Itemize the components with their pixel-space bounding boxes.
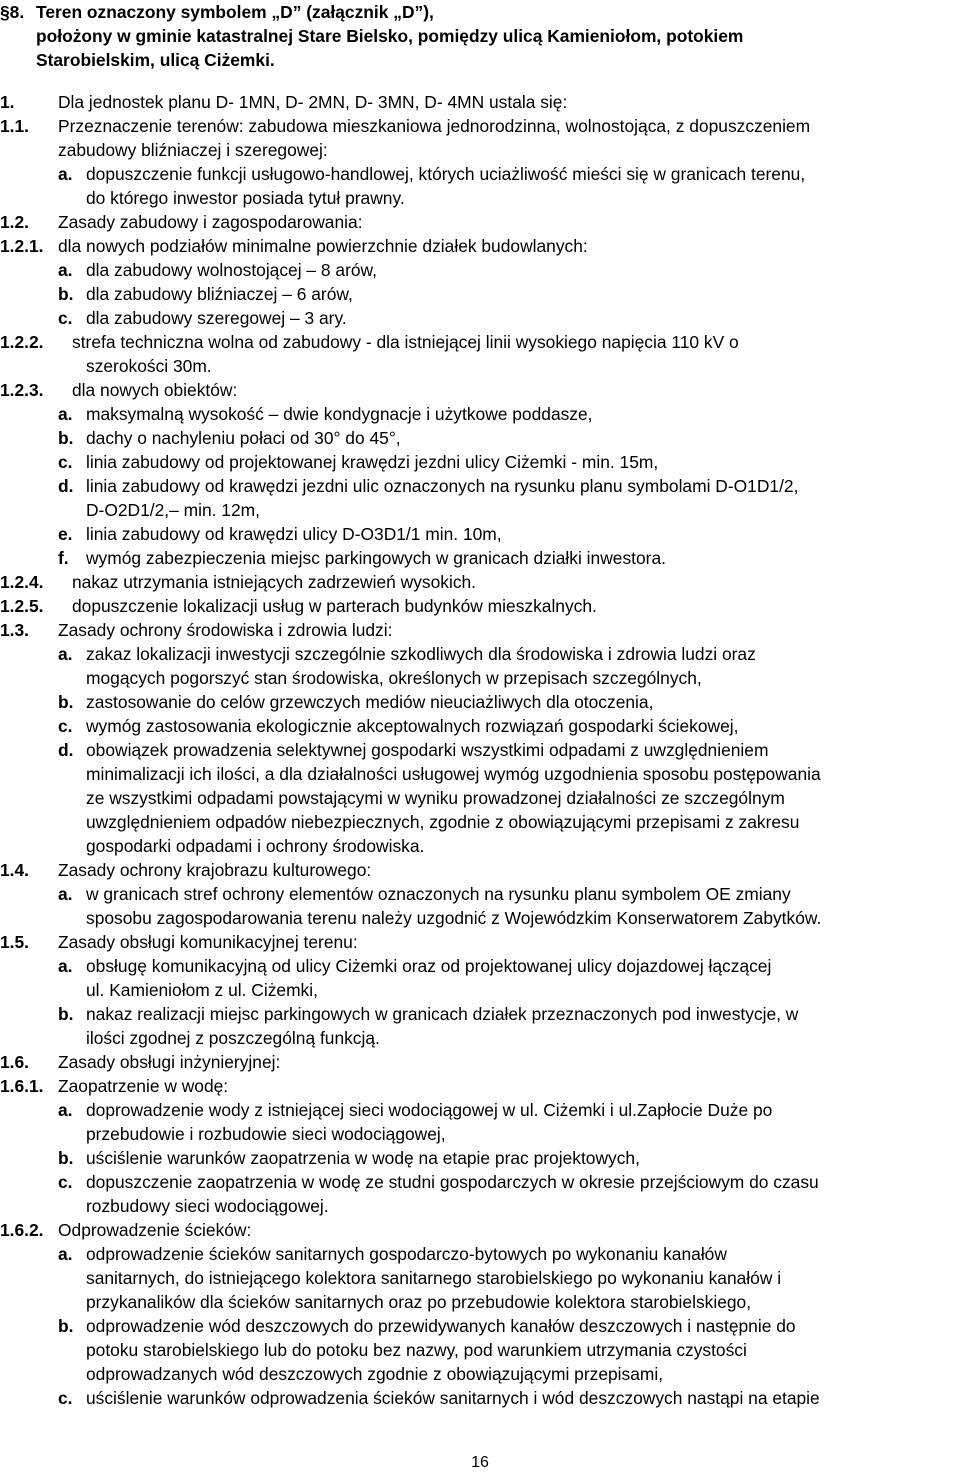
- item-number: 1.2.1.: [0, 236, 44, 256]
- item-text: strefa techniczna wolna od zabudowy - dla istniejącej linii wysokiego napięcia 110 kV o: [72, 332, 739, 352]
- item-text: ilości zgodnej z poszczególną funkcją.: [86, 1028, 380, 1048]
- item-text: zastosowanie do celów grzewczych mediów nieuciażliwych dla otoczenia,: [86, 692, 654, 712]
- item-text: ul. Kamieniołom z ul. Ciżemki,: [86, 980, 318, 1000]
- item-text: uwzględnieniem odpadów niebezpiecznych, zgodnie z obowiązującymi przepisami z zakresu: [86, 812, 800, 832]
- item-number: 1.2.2.: [0, 332, 44, 352]
- item-text: D-O2D1/2,– min. 12m,: [86, 500, 260, 520]
- page-number: 16: [471, 1454, 489, 1471]
- item-text: uściślenie warunków zaopatrzenia w wodę na etapie prac projektowych,: [86, 1148, 640, 1168]
- item-number: b.: [58, 428, 74, 448]
- item-text: nakaz utrzymania istniejących zadrzewień wysokich.: [72, 572, 477, 592]
- item-number: d.: [58, 740, 74, 760]
- item-text: sanitarnych, do istniejącego kolektora sanitarnego starobielskiego po wykonaniu kanałów i: [86, 1268, 782, 1288]
- item-text: linia zabudowy od krawędzi jezdni ulic oznaczonych na rysunku planu symbolami D-O1D1/2,: [86, 476, 799, 496]
- item-text: do którego inwestor posiada tytuł prawny.: [86, 188, 405, 208]
- item-number: a.: [58, 1100, 73, 1120]
- item-number: 1.6.1.: [0, 1076, 44, 1096]
- item-text: dopuszczenie funkcji usługowo-handlowej, których uciażliwość mieści się w granicach terenu,: [86, 164, 806, 184]
- item-text: odprowadzenie ścieków sanitarnych gospodarczo-bytowych po wykonaniu kanałów: [86, 1244, 727, 1264]
- item-text: zakaz lokalizacji inwestycji szczególnie szkodliwych dla środowiska i zdrowia ludzi oraz: [86, 644, 756, 664]
- item-text: Odprowadzenie ścieków:: [58, 1220, 252, 1240]
- item-number: 1.1.: [0, 116, 30, 136]
- item-text: Zasady zabudowy i zagospodarowania:: [58, 212, 363, 232]
- item-number: 1.6.2.: [0, 1220, 44, 1240]
- item-number: b.: [58, 692, 74, 712]
- item-number: f.: [58, 548, 69, 568]
- item-text: przebudowie i rozbudowie sieci wodociągowej,: [86, 1124, 446, 1144]
- item-number: a.: [58, 644, 73, 664]
- section-title-line: Starobielskim, ulicą Ciżemki.: [36, 50, 275, 70]
- item-number: 1.2.: [0, 212, 30, 232]
- item-number: c.: [58, 1172, 73, 1192]
- item-number: 1.4.: [0, 860, 30, 880]
- item-text: mogących pogorszyć stan środowiska, określonych w przepisach szczególnych,: [86, 668, 702, 688]
- item-text: ze wszystkimi odpadami powstającymi w wyniku prowadzonej działalności ze szczególnym: [86, 788, 785, 808]
- item-text: obowiązek prowadzenia selektywnej gospodarki wszystkimi odpadami z uwzględnieniem: [86, 740, 769, 760]
- item-number: a.: [58, 260, 73, 280]
- item-text: maksymalną wysokość – dwie kondygnacje i użytkowe poddasze,: [86, 404, 593, 424]
- section-title-line: położony w gminie katastralnej Stare Bielsko, pomiędzy ulicą Kamieniołom, potokiem: [36, 26, 744, 46]
- item-text: wymóg zabezpieczenia miejsc parkingowych w granicach działki inwestora.: [86, 548, 666, 568]
- item-text: doprowadzenie wody z istniejącej sieci wodociągowej w ul. Ciżemki i ul.Zapłocie Duże po: [86, 1100, 773, 1120]
- item-number: c.: [58, 716, 73, 736]
- item-number: c.: [58, 452, 73, 472]
- item-text: obsługę komunikacyjną od ulicy Ciżemki oraz od projektowanej ulicy dojazdowej łączącej: [86, 956, 772, 976]
- item-text: dla zabudowy bliźniaczej – 6 arów,: [86, 284, 353, 304]
- item-text: Zasady obsługi inżynieryjnej:: [58, 1052, 281, 1072]
- item-text: uściślenie warunków odprowadzenia ścieków sanitarnych i wód deszczowych nastąpi na etapie: [86, 1388, 820, 1408]
- item-text: szerokości 30m.: [86, 356, 212, 376]
- item-text: linia zabudowy od projektowanej krawędzi jezdni ulicy Ciżemki - min. 15m,: [86, 452, 659, 472]
- item-number: a.: [58, 164, 73, 184]
- item-number: e.: [58, 524, 73, 544]
- item-number: 1.: [0, 92, 15, 112]
- item-text: nakaz realizacji miejsc parkingowych w granicach działek przeznaczonych pod inwestycje, w: [86, 1004, 799, 1024]
- item-text: linia zabudowy od krawędzi ulicy D-O3D1/1 min. 10m,: [86, 524, 502, 544]
- item-number: a.: [58, 404, 73, 424]
- item-text: potoku starobielskiego lub do potoku bez nazwy, pod warunkiem utrzymania czystości: [86, 1340, 747, 1360]
- item-text: dla zabudowy szeregowej – 3 ary.: [86, 308, 347, 328]
- item-text: dla nowych podziałów minimalne powierzchnie działek budowlanych:: [58, 236, 588, 256]
- item-number: a.: [58, 956, 73, 976]
- item-text: rozbudowy sieci wodociągowej.: [86, 1196, 329, 1216]
- item-number: b.: [58, 1004, 74, 1024]
- section-number-text: §8.: [0, 2, 25, 22]
- item-text: Zasady ochrony krajobrazu kulturowego:: [58, 860, 372, 880]
- item-number: b.: [58, 284, 74, 304]
- item-number: 1.6.: [0, 1052, 30, 1072]
- item-text: sposobu zagospodarowania terenu należy uzgodnić z Wojewódzkim Konserwatorem Zabytków.: [86, 908, 822, 928]
- item-number: d.: [58, 476, 74, 496]
- item-number: 1.3.: [0, 620, 30, 640]
- item-number: a.: [58, 884, 73, 904]
- item-text: zabudowy bliźniaczej i szeregowej:: [58, 140, 328, 160]
- item-number: b.: [58, 1148, 74, 1168]
- item-text: Dla jednostek planu D- 1MN, D- 2MN, D- 3MN, D- 4MN ustala się:: [58, 92, 568, 112]
- item-text: w granicach stref ochrony elementów oznaczonych na rysunku planu symbolem OE zmiany: [86, 884, 791, 904]
- item-number: c.: [58, 308, 73, 328]
- item-number: 1.2.4.: [0, 572, 44, 592]
- item-text: odprowadzanych wód deszczowych zgodnie z obowiązującymi przepisami,: [86, 1364, 664, 1384]
- section-title-line: Teren oznaczony symbolem „D” (załącznik „D”),: [36, 2, 434, 22]
- item-text: dla zabudowy wolnostojącej – 8 arów,: [86, 260, 377, 280]
- item-text: minimalizacji ich ilości, a dla działalności usługowej wymóg uzgodnienia sposobu postępowania: [86, 764, 821, 784]
- item-number: 1.2.5.: [0, 596, 44, 616]
- item-number: a.: [58, 1244, 73, 1264]
- item-text: Zaopatrzenie w wodę:: [58, 1076, 229, 1096]
- item-text: dachy o nachyleniu połaci od 30° do 45°,: [86, 428, 401, 448]
- item-number: b.: [58, 1316, 74, 1336]
- item-text: wymóg zastosowania ekologicznie akceptowalnych rozwiązań gospodarki ściekowej,: [86, 716, 739, 736]
- item-text: dopuszczenie zaopatrzenia w wodę ze studni gospodarczych w okresie przejściowym do czasu: [86, 1172, 819, 1192]
- item-text: gospodarki odpadami i ochrony środowiska.: [86, 836, 425, 856]
- item-text: dla nowych obiektów:: [72, 380, 238, 400]
- item-text: Zasady obsługi komunikacyjnej terenu:: [58, 932, 358, 952]
- item-text: Przeznaczenie terenów: zabudowa mieszkaniowa jednorodzinna, wolnostojąca, z dopuszczeniem: [58, 116, 811, 136]
- item-text: dopuszczenie lokalizacji usług w parterach budynków mieszkalnych.: [72, 596, 597, 616]
- item-number: c.: [58, 1388, 73, 1408]
- item-text: przykanalików dla ścieków sanitarnych oraz po przebudowie kolektora starobielskiego,: [86, 1292, 752, 1312]
- item-number: 1.5.: [0, 932, 30, 952]
- item-text: Zasady ochrony środowiska i zdrowia ludzi:: [58, 620, 393, 640]
- item-number: 1.2.3.: [0, 380, 44, 400]
- item-text: odprowadzenie wód deszczowych do przewidywanych kanałów deszczowych i następnie do: [86, 1316, 796, 1336]
